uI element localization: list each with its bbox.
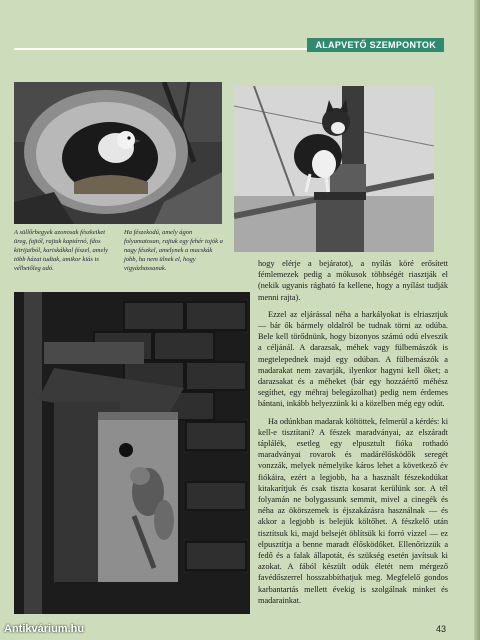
- section-title: ALAPVETŐ SZEMPONTOK: [307, 38, 444, 52]
- page-edge: [474, 0, 480, 640]
- caption-bird-photo: A süllőrbegyek azonosak fészkeiket üreg, fajtól, rajtuk kaptárnó, fdos kitrijaiból, kariskákkal fészel, amely több házat tudtak, amikor kiás is vélhetőleg adó.: [14, 229, 109, 272]
- page-number: 43: [435, 624, 446, 634]
- photo-bird-in-pot: [14, 82, 222, 224]
- cat-on-nestbox-illustration: [234, 86, 434, 252]
- photo-bird-at-nestbox: [14, 292, 250, 614]
- bird-in-pot-illustration: [14, 82, 222, 224]
- body-text-column: [258, 258, 448, 612]
- paragraph-1: hogy elérje a bejáratot), a nyílás köré erősített fémlemezek pedig a mókusok többségét riasztják el (nekik ugyanis rágható fa kellene, hogy a nyílást tudják menni rajta).: [258, 259, 448, 302]
- paragraph-2: Ezzel az eljárással néha a harkályokat is elriasztjuk — bár ők bármely oldalról be tudnak törni az odúba. Bele kell törődnünk, hogy bizonyos számú odú elveszik a céljánál. A darazsak, méhek vagy fülbemászók is megtelepednek majd egy odúban. A fülbemászók a madarakat nem zavarják, ilyenkor hagyni kell őket; a darazsakat és a méheket (bár egy hozzáértő méhész segíthet, egy méhraj belegázolhat) pedig nem érdemes bántani, inkább helyezzünk ki a közelben még egy odút.: [258, 309, 448, 409]
- caption-cat-photo: Ha fészekodú, amely ágon folyamatosan, rajtuk egy fehér tojók a nagy fészkel, amelynek a macskák jobb, ha nem ülnek el, hogy vigyázhassanak.: [124, 229, 223, 272]
- watermark: Antikvárium.hu: [4, 623, 85, 635]
- photo-cat-on-nestbox: [234, 86, 434, 252]
- nestbox-brick-wall-illustration: [14, 292, 250, 614]
- paragraph-3: Ha odúnkban madarak költöttek, felmerül a kérdés: ki kell-e tisztítani? A fészek maradványai, az elszáradt táplálék, esetleg egy elpusztult fióka rothadó maradványai rovarok és madárélősködők seregét vonzzák, melyek némelyike káros lehet a következő év fiókáira, ezért a legjobb, ha a használt fészekodúkat kitakarítjuk és csak tiszta kosarat kerülünk sor. A tél folyamán ne bolygassunk semmit, mivel a cinegék és néha az ökörszemek is éjszakázásra használnak — és akkor a legjobb is belejük költőhet. A fészkelő után tisztítsuk ki, majd belsejét öblítsük ki forró vízzel — ez elpusztítja a benne maradt élősködőket. Ellenőrizzük a fedő és a falak állapotát, és szükség esetén javítsuk ki azokat. A fából készült odúk életét nem mérgező favédőszerrel hosszabbíthatjuk meg. Megfelelő gondos karbantartás mellett évekig is szolgálnak minket és madarainkat.: [258, 416, 448, 605]
